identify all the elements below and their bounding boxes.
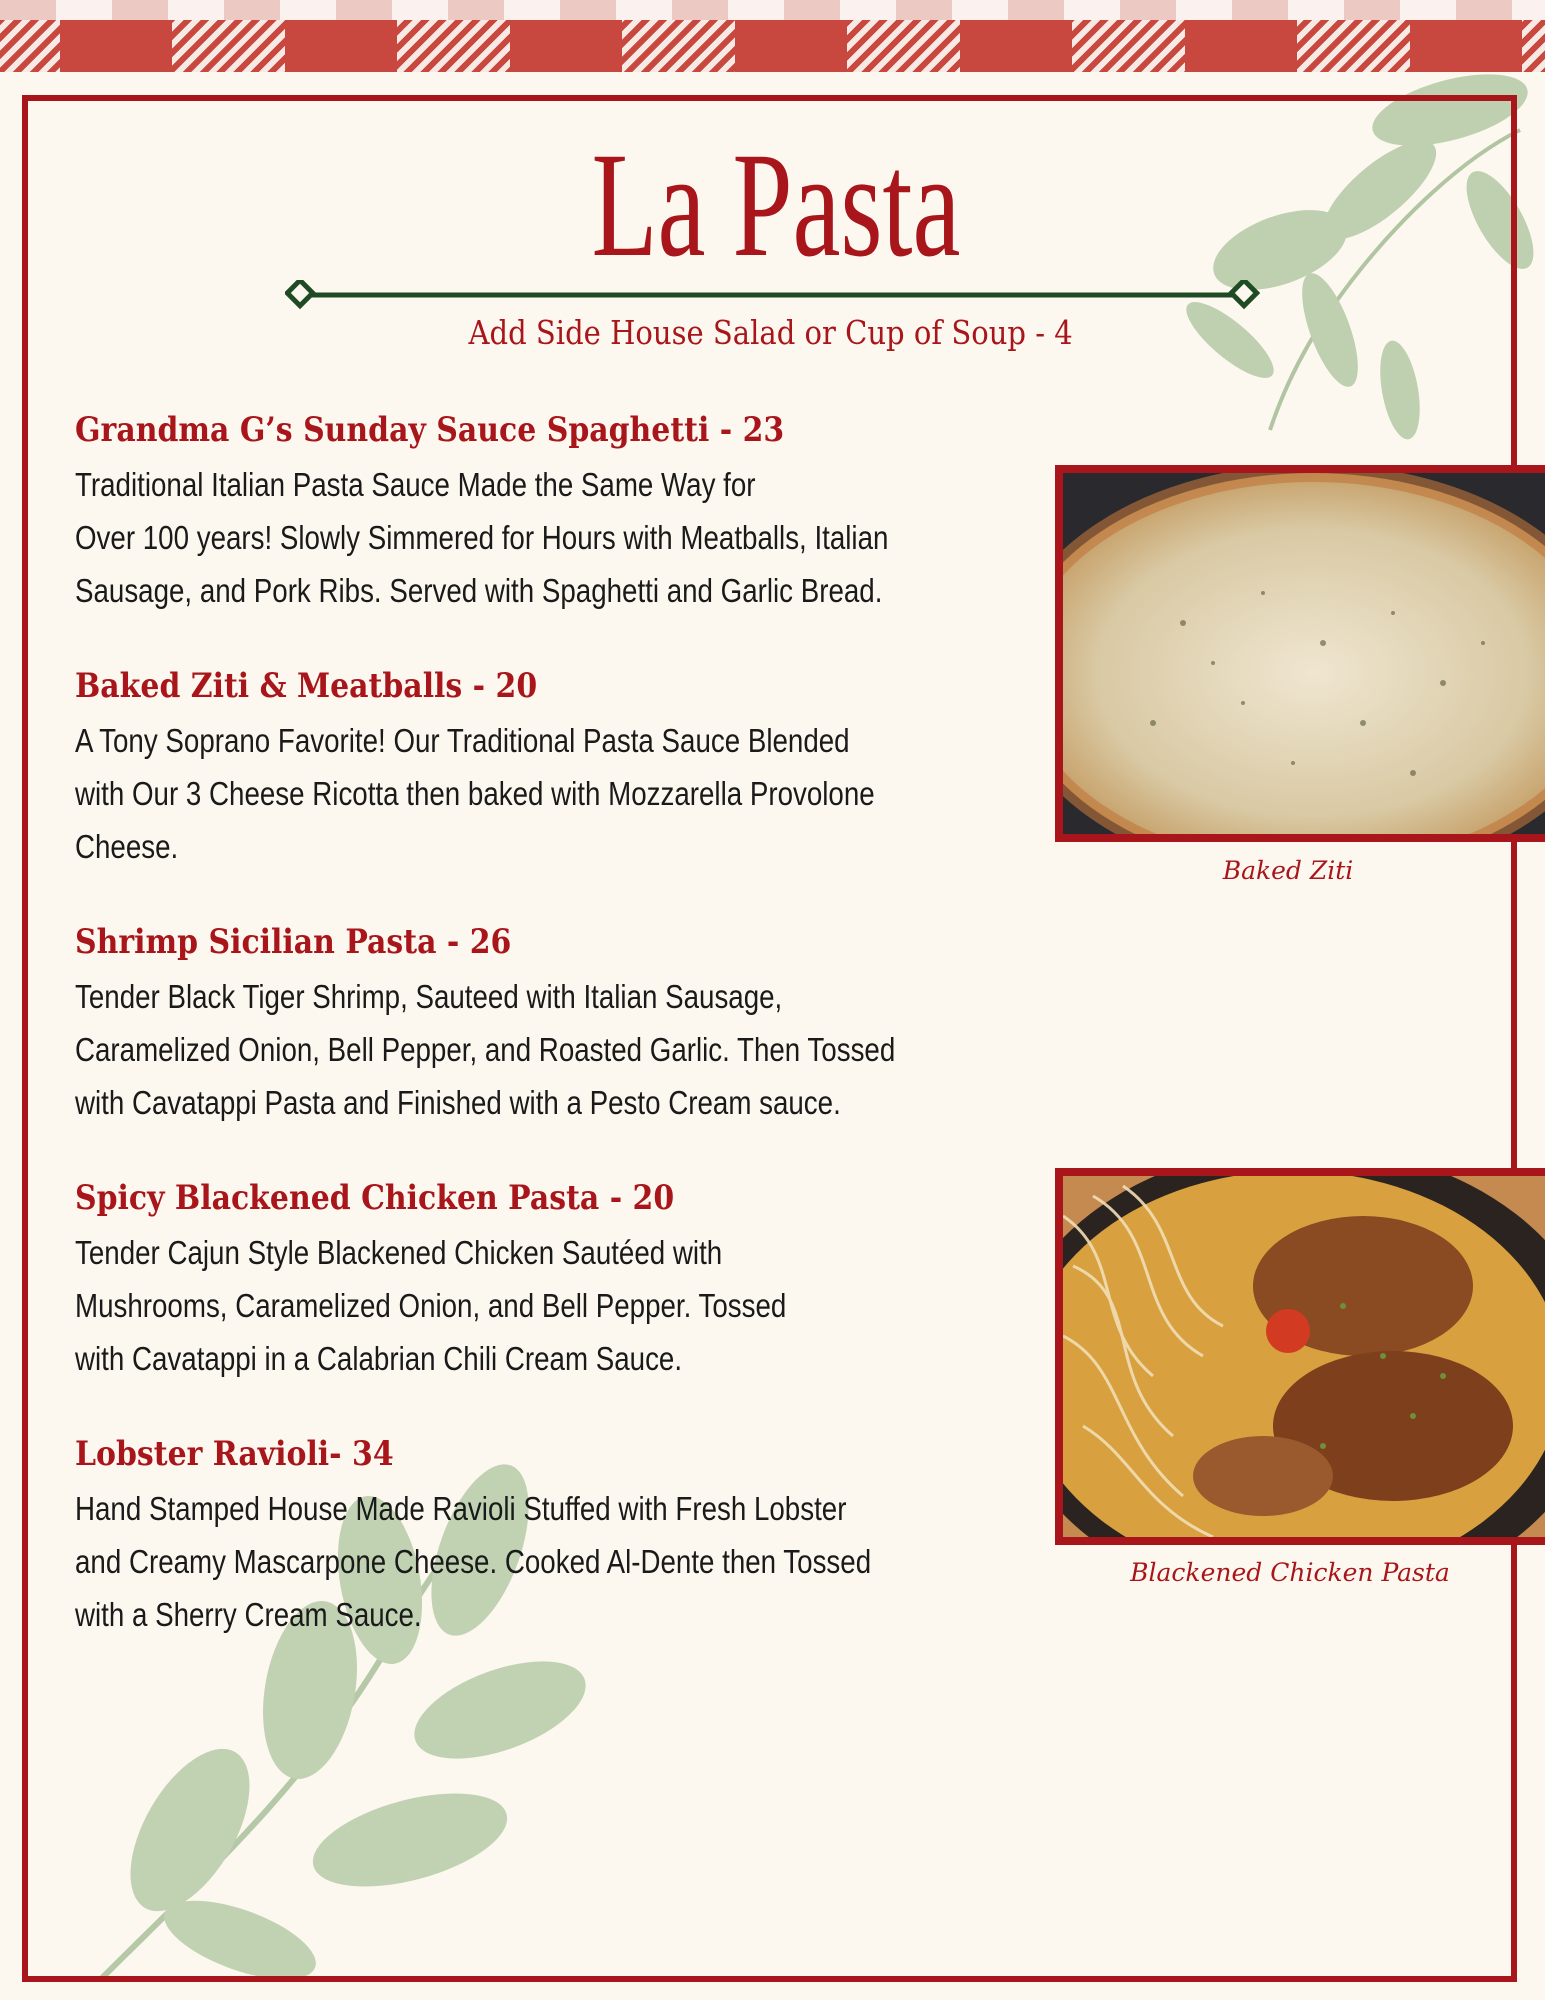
page-title: La Pasta <box>591 122 961 288</box>
menu-item-description: Traditional Italian Pasta Sauce Made the Same Way for Over 100 years! Slowly Simmered for Hours with Meatballs, Italian Sausage, and Pork Ribs. Served with Spaghetti and Garlic Bread. <box>75 466 889 609</box>
menu-item-name: Spicy Blackened Chicken Pasta - 20 <box>75 1178 675 1218</box>
baked-ziti-photo <box>1055 465 1545 842</box>
gingham-block <box>735 20 847 72</box>
blackened-chicken-pasta-image <box>1063 1176 1545 1537</box>
menu-item-name: Shrimp Sicilian Pasta - 26 <box>75 922 512 962</box>
menu-item-name: Baked Ziti & Meatballs - 20 <box>75 666 538 706</box>
menu-item-description: Tender Black Tiger Shrimp, Sauteed with Italian Sausage, Caramelized Onion, Bell Pepper, and Roasted Garlic. Then Tossed with Cavatappi Pasta and Finished with a Pesto Cream sauce. <box>75 978 896 1121</box>
menu-item <box>75 1176 935 1385</box>
photo-caption: Blackened Chicken Pasta <box>1130 1558 1450 1587</box>
gingham-block <box>285 20 397 72</box>
menu-item-name: Grandma G’s Sunday Sauce Spaghetti - 23 <box>75 410 785 450</box>
gingham-block <box>960 20 1072 72</box>
gingham-border <box>0 0 1545 72</box>
menu-item-description: A Tony Soprano Favorite! Our Traditional Pasta Sauce Blended with Our 3 Cheese Ricotta then baked with Mozzarella Provolone Cheese. <box>75 722 875 865</box>
gingham-block <box>1410 20 1522 72</box>
title-divider <box>285 280 1260 310</box>
photo-caption: Baked Ziti <box>1222 856 1354 885</box>
menu-item <box>75 920 935 1129</box>
menu-item <box>75 1432 935 1641</box>
gingham-block <box>1185 20 1297 72</box>
blackened-chicken-pasta-photo <box>1055 1168 1545 1545</box>
gingham-block <box>60 20 172 72</box>
menu-item-description: Tender Cajun Style Blackened Chicken Sautéed with Mushrooms, Caramelized Onion, and Bell Pepper. Tossed with Cavatappi in a Calabrian Chili Cream Sauce. <box>75 1234 787 1377</box>
menu-item-name: Lobster Ravioli- 34 <box>75 1434 394 1474</box>
menu-item <box>75 408 935 617</box>
menu-subtitle: Add Side House Salad or Cup of Soup - 4 <box>468 313 1073 352</box>
gingham-block <box>510 20 622 72</box>
baked-ziti-image <box>1063 473 1545 834</box>
menu-item-description: Hand Stamped House Made Ravioli Stuffed with Fresh Lobster and Creamy Mascarpone Cheese. Cooked Al-Dente then Tossed with a Sherry Cream Sauce. <box>75 1490 872 1633</box>
menu-item <box>75 664 935 873</box>
